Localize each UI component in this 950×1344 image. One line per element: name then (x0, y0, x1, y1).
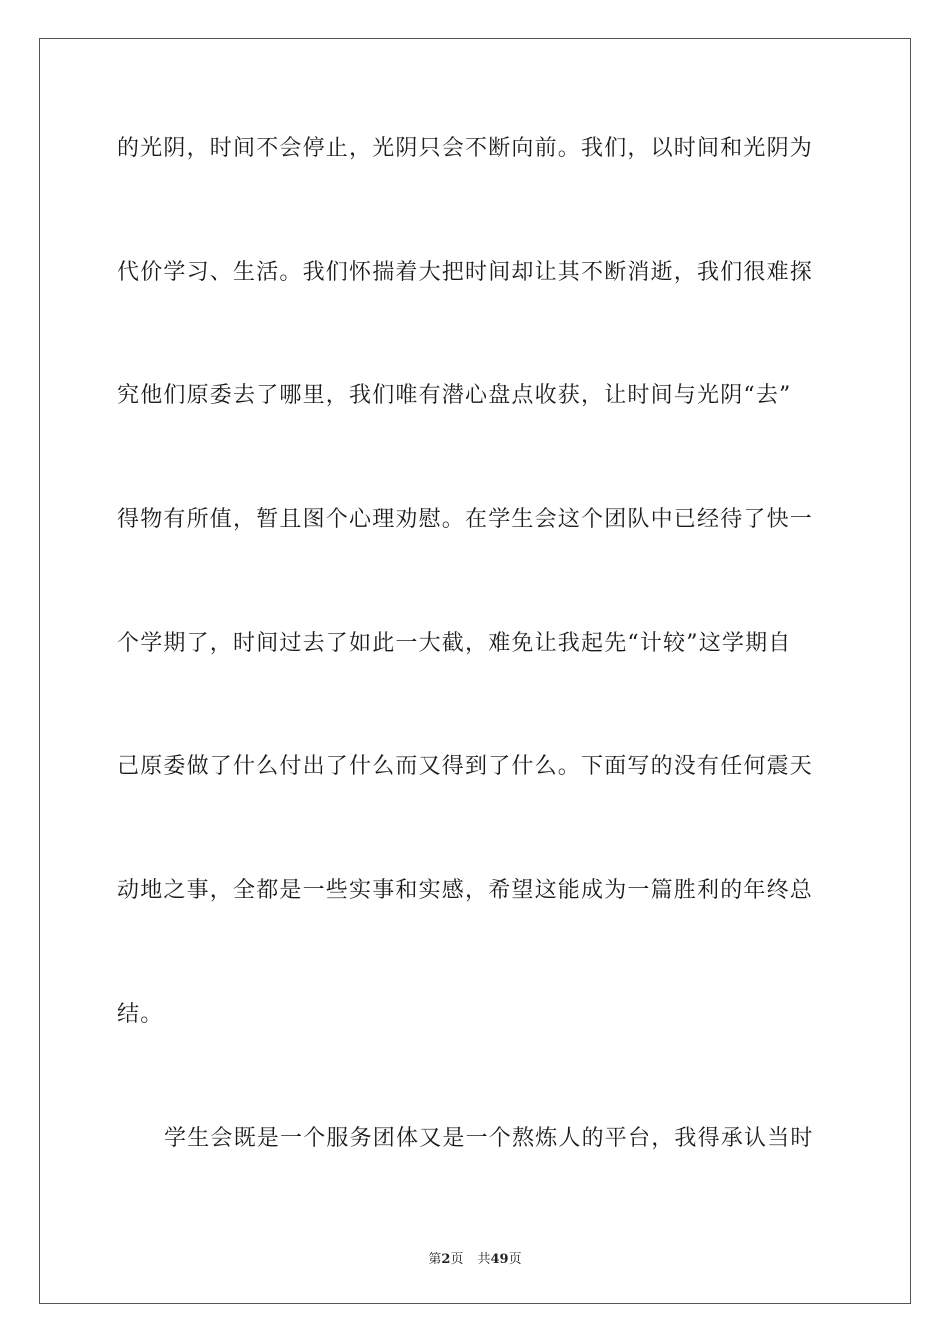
page-number: 2 (441, 1252, 451, 1267)
page-suffix: 页 (450, 1252, 464, 1267)
page-footer (0, 1248, 950, 1267)
text-line-2: 代价学习、生活。我们怀揣着大把时间却让其不断消逝，我们很难探 (117, 260, 814, 285)
text-line-5: 个学期了，时间过去了如此一大截，难免让我起先“计较”这学期自 (117, 631, 792, 656)
paragraph-start-line: 学生会既是一个服务团体又是一个熬炼人的平台，我得承认当时 (164, 1126, 814, 1151)
page-border (39, 38, 911, 1304)
total-pages: 49 (490, 1252, 509, 1267)
total-suffix: 页 (508, 1252, 522, 1267)
text-line-8: 结。 (117, 1002, 164, 1027)
text-line-3: 究他们原委去了哪里，我们唯有潜心盘点收获，让时间与光阴“去” (117, 383, 792, 408)
text-line-6: 己原委做了什么付出了什么而又得到了什么。下面写的没有任何震天 (117, 754, 814, 779)
text-line-7: 动地之事，全都是一些实事和实感，希望这能成为一篇胜利的年终总 (117, 878, 814, 903)
total-prefix: 共 (477, 1252, 491, 1267)
text-line-4: 得物有所值，暂且图个心理劝慰。在学生会这个团队中已经待了快一 (117, 507, 814, 532)
page-prefix: 第 (428, 1252, 442, 1267)
text-line-1: 的光阴，时间不会停止，光阴只会不断向前。我们，以时间和光阴为 (117, 136, 814, 161)
